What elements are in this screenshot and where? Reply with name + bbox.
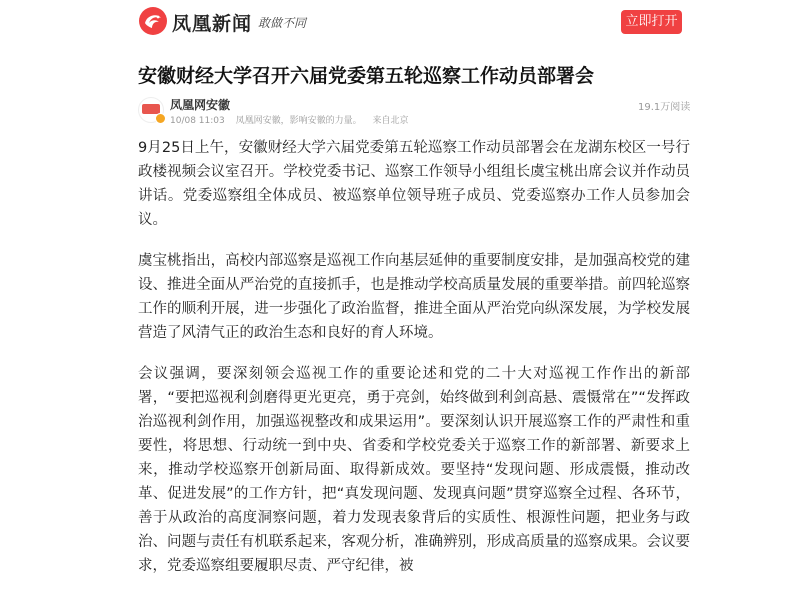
author-name[interactable]: 凤凰网安徽 bbox=[170, 98, 231, 112]
article-title: 安徽财经大学召开六届党委第五轮巡察工作动员部署会 bbox=[138, 65, 595, 87]
article-paragraph-1: 9月25日上午，安徽财经大学六届党委第五轮巡察工作动员部署会在龙湖东校区一号行政楼视频会议室召开。学校党委书记、巡察工作领导小组组长虞宝桃出席会议并作动员讲话。党委巡察组全体成员、被巡察单位领导班子成员、党委巡察办工作人员参加会议。 bbox=[138, 140, 690, 228]
read-count: 19.1万阅读 bbox=[638, 102, 691, 113]
author-meta bbox=[170, 113, 417, 126]
author-tagline: 凤凰网安徽，影响安徽的力量。 bbox=[235, 116, 362, 126]
source-location: 来自北京 bbox=[372, 116, 409, 126]
article-paragraph-2: 虞宝桃指出，高校内部巡察是巡视工作向基层延伸的重要制度安排，是加强高校党的建设、推进全面从严治党的直接抓手，也是推动学校高质量发展的重要举措。前四轮巡察工作的顺利开展，进一步强化了政治监督，推进全面从严治党向纵深发展，为学校发展营造了风清气正的政治生态和良好的育人环境。 bbox=[138, 253, 690, 341]
brand-slogan: 敢做不同 bbox=[258, 16, 307, 30]
article-body bbox=[138, 136, 690, 595]
phoenix-logo-icon[interactable] bbox=[138, 6, 168, 36]
top-header bbox=[0, 0, 800, 42]
article-paragraph-3: 会议强调，要深刻领会巡视工作的重要论述和党的二十大对巡视工作作出的新部署，“要把巡视利剑磨得更光更亮，勇于亮剑，始终做到利剑高悬、震慑常在”“发挥政治巡视利剑作用，加强巡视整改和成果运用”。要深刻认识开展巡察工作的严肃性和重要性，将思想、行动统一到中央、省委和学校党委关于巡察工作的新部署、新要求上来，推动学校巡察开创新局面、取得新成效。要坚持“发现问题、形成震慑，推动改革、促进发展”的工作方针，把“真发现问题、发现真问题”贯穿巡察全过程、各环节，善于从政治的高度洞察问题，着力发现表象背后的实质性、根源性问题，把业务与政治、问题与责任有机联系起来，客观分析，准确辨别，形成高质量的巡察成果。会议要求，党委巡察组要履职尽责、严守纪律，被 bbox=[138, 366, 690, 574]
publish-date: 10/08 11:03 bbox=[170, 116, 225, 126]
verified-badge-icon bbox=[155, 113, 166, 124]
brand-name[interactable]: 凤凰新闻 bbox=[172, 13, 253, 35]
open-app-button[interactable]: 立即打开 bbox=[621, 10, 682, 34]
